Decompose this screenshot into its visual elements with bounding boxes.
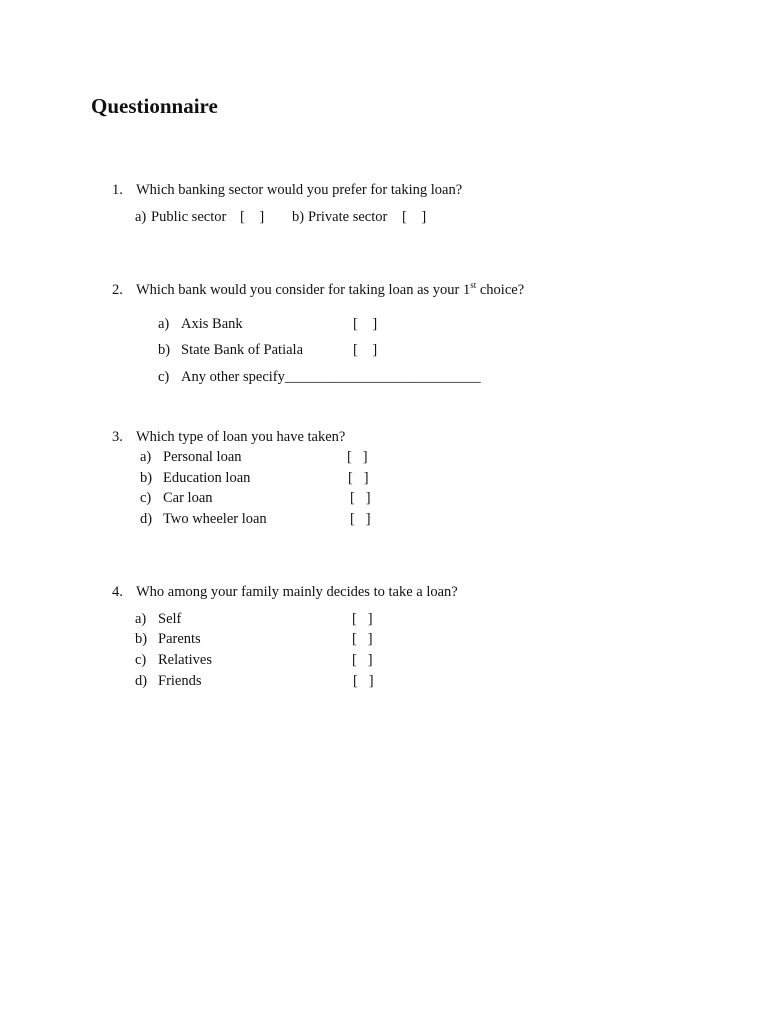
question-text: Which type of loan you have taken? (136, 429, 346, 445)
option-letter: a) (135, 611, 147, 627)
option-letter: c) (140, 490, 152, 506)
option-letter: b) (135, 631, 148, 647)
option-letter: a) (135, 209, 147, 225)
option-label-axis-bank: Axis Bank (181, 316, 243, 332)
question-text: Which bank would you consider for taking loan as your 1st choice? (136, 280, 525, 298)
checkbox-education-loan[interactable]: [ ] (348, 470, 369, 486)
question-number: 3. (112, 429, 123, 445)
checkbox-relatives[interactable]: [ ] (352, 652, 373, 668)
question-text: Who among your family mainly decides to take a loan? (136, 584, 458, 600)
option-letter: a) (140, 449, 152, 465)
checkbox-public-sector[interactable]: [ ] (240, 209, 265, 225)
checkbox-two-wheeler-loan[interactable]: [ ] (350, 511, 371, 527)
option-label-relatives: Relatives (158, 652, 212, 668)
option-other-specify-field[interactable]: Any other specify___________________________ (181, 369, 481, 385)
option-letter: b) (292, 209, 305, 225)
option-label-personal-loan: Personal loan (163, 449, 242, 465)
option-letter: a) (158, 316, 170, 332)
checkbox-car-loan[interactable]: [ ] (350, 490, 371, 506)
option-label-parents: Parents (158, 631, 201, 647)
question-number: 4. (112, 584, 123, 600)
option-letter: c) (158, 369, 170, 385)
checkbox-axis-bank[interactable]: [ ] (353, 316, 378, 332)
checkbox-self[interactable]: [ ] (352, 611, 373, 627)
checkbox-parents[interactable]: [ ] (352, 631, 373, 647)
superscript: st (470, 280, 477, 290)
option-letter: c) (135, 652, 147, 668)
option-letter: d) (135, 673, 148, 689)
option-label-education-loan: Education loan (163, 470, 251, 486)
question-number: 1. (112, 182, 123, 198)
option-label-two-wheeler-loan: Two wheeler loan (163, 511, 267, 527)
option-letter: d) (140, 511, 153, 527)
option-label-private-sector: Private sector (308, 209, 388, 225)
option-label-car-loan: Car loan (163, 490, 213, 506)
checkbox-private-sector[interactable]: [ ] (402, 209, 427, 225)
option-label-friends: Friends (158, 673, 202, 689)
option-label-self: Self (158, 611, 182, 627)
checkbox-friends[interactable]: [ ] (353, 673, 374, 689)
question-text: Which banking sector would you prefer for taking loan? (136, 182, 463, 198)
option-label-state-bank-of-patiala: State Bank of Patiala (181, 342, 304, 358)
option-label-public-sector: Public sector (151, 209, 227, 225)
page-title: Questionnaire (91, 94, 218, 118)
checkbox-personal-loan[interactable]: [ ] (347, 449, 368, 465)
option-letter: b) (158, 342, 171, 358)
question-number: 2. (112, 282, 123, 298)
checkbox-state-bank-of-patiala[interactable]: [ ] (353, 342, 378, 358)
option-letter: b) (140, 470, 153, 486)
